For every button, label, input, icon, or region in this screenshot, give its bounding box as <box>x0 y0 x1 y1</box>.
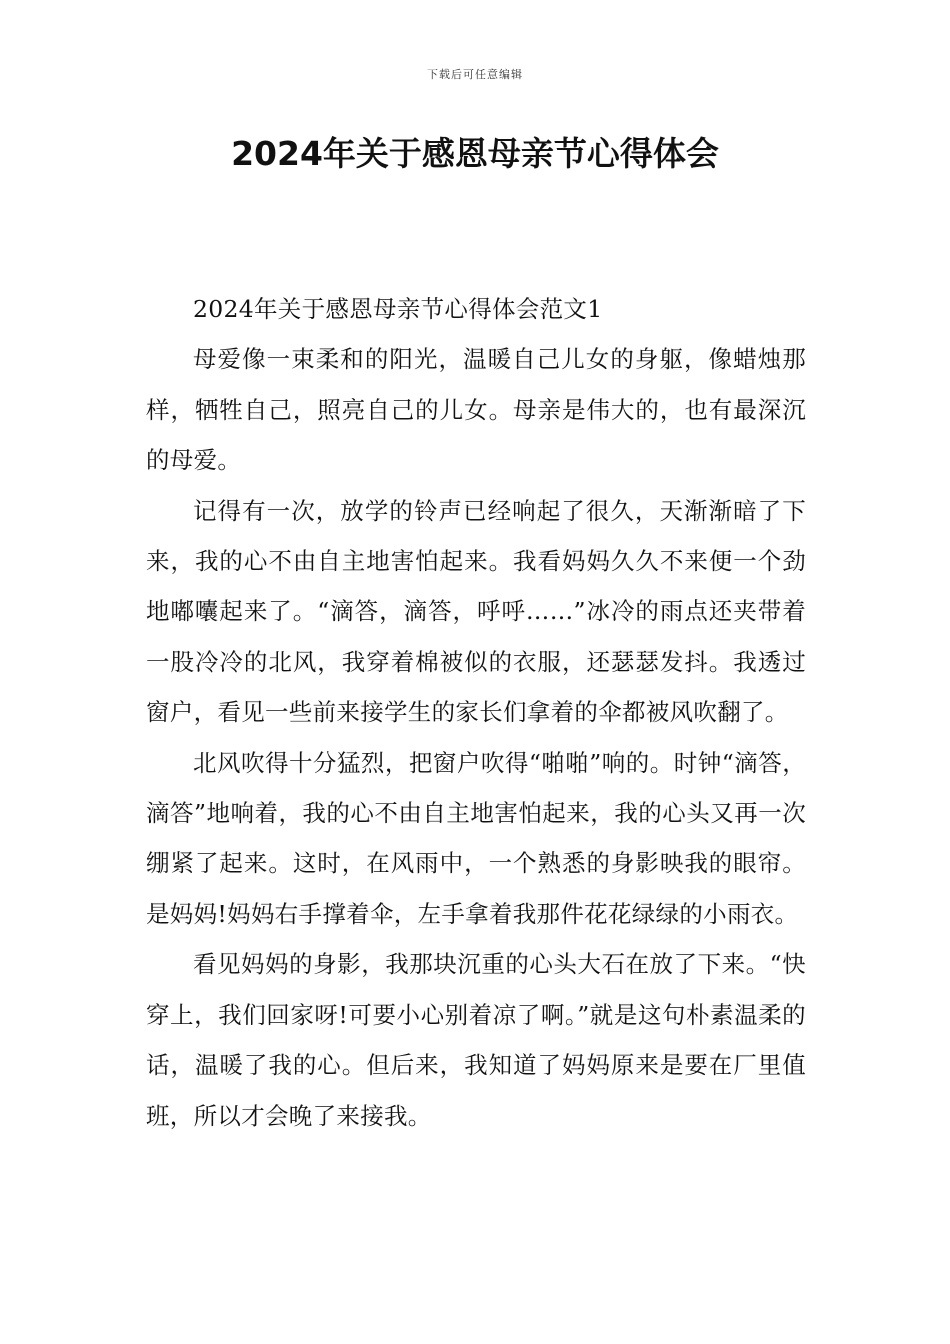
paragraph: 母爱像一束柔和的阳光，温暖自己儿女的身躯，像蜡烛那样，牺牲自己，照亮自己的儿女。母亲是伟大的，也有最深沉的母爱。 <box>146 345 806 475</box>
section-subheading: 2024年关于感恩母亲节心得体会范文1 <box>193 295 603 323</box>
header-note: 下载后可任意编辑 <box>427 68 523 81</box>
paragraph: 看见妈妈的身影，我那块沉重的心头大石在放了下来。“快穿上，我们回家呀!可要小心别着凉了啊。”就是这句朴素温柔的话，温暖了我的心。但后来，我知道了妈妈原来是要在厂里值班，所以才会晚了来接我。 <box>146 950 806 1130</box>
document-body <box>146 284 806 1141</box>
paragraph: 记得有一次，放学的铃声已经响起了很久，天渐渐暗了下来，我的心不由自主地害怕起来。我看妈妈久久不来便一个劲地嘟囔起来了。“滴答，滴答，呼呼……”冰冷的雨点还夹带着一股冷冷的北风，我穿着棉被似的衣服，还瑟瑟发抖。我透过窗户，看见一些前来接学生的家长们拿着的伞都被风吹翻了。 <box>146 496 806 727</box>
paragraph: 北风吹得十分猛烈，把窗户吹得“啪啪”响的。时钟“滴答，滴答”地响着，我的心不由自主地害怕起来，我的心头又再一次绷紧了起来。这时，在风雨中，一个熟悉的身影映我的眼帘。是妈妈!妈妈右手撑着伞，左手拿着我那件花花绿绿的小雨衣。 <box>146 748 806 928</box>
document-title: 2024年关于感恩母亲节心得体会 <box>231 134 719 173</box>
